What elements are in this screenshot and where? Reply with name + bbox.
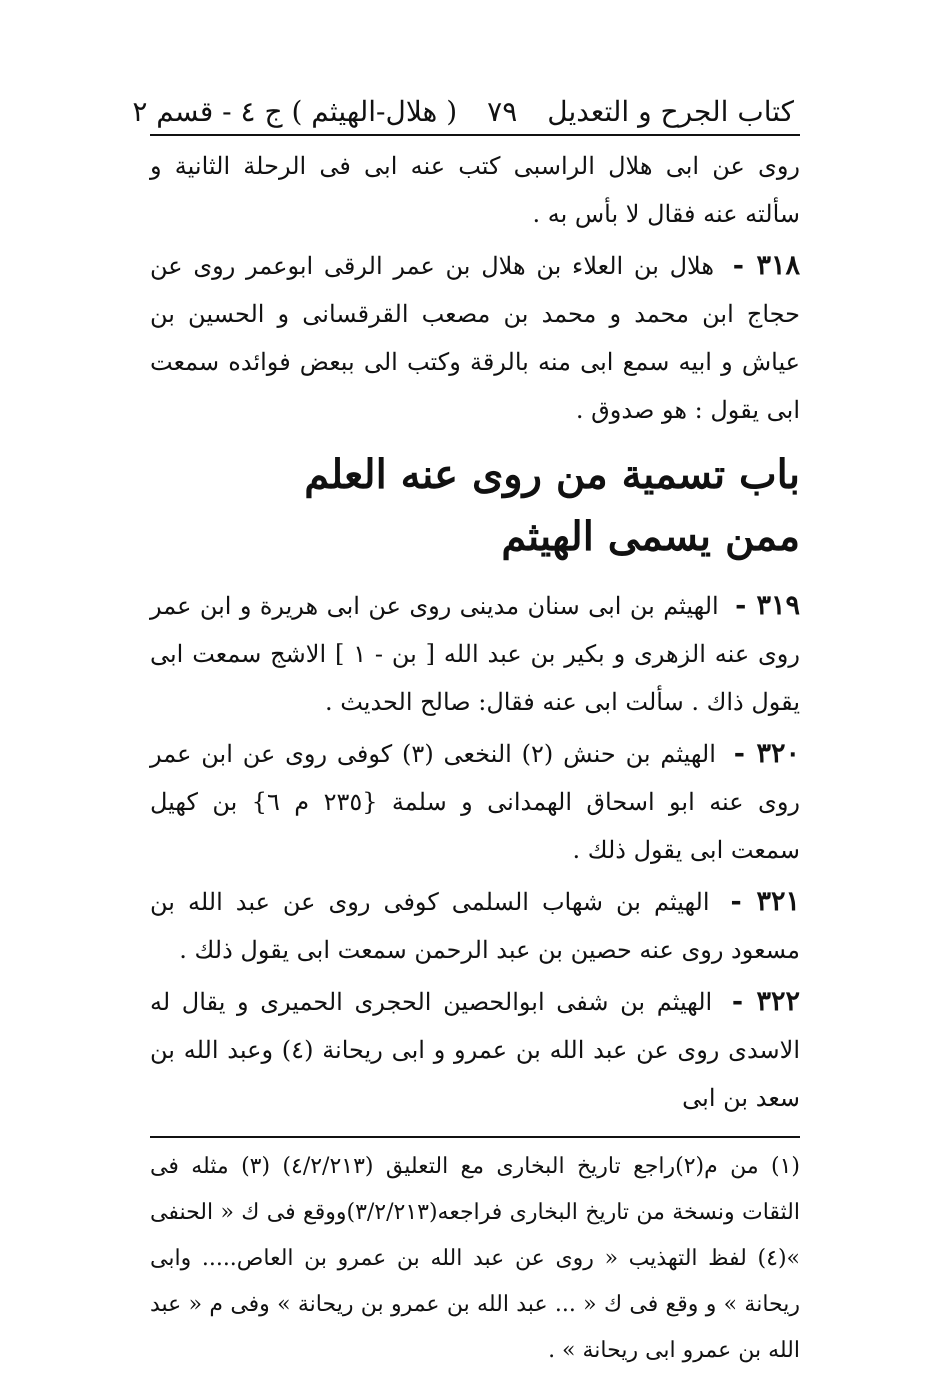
chapter-heading-line2: ممن يسمى الهيثم [501,513,800,560]
entry-number: ٣٢١ - [730,886,800,917]
page-number: ٧٩ [487,95,518,128]
entry-321 [150,878,800,974]
entry-318 [150,242,800,434]
footnote-rule [150,1136,800,1138]
continuation-paragraph [150,142,800,238]
entry-text: الهيثم بن حنش (٢) النخعى (٣) كوفى روى عن ابن عمر روى عنه ابو اسحاق الهمدانى و سلمة {٢٣٥ م ٦} بن كهيل سمعت ابى يقول ذلك . [150,740,801,864]
entry-322 [150,978,800,1122]
entry-text: الهيثم بن ابى سنان مدينى روى عن ابى هريرة و ابن عمر روى عنه الزهرى و بكير بن عبد الله [ بن - ١ ] الاشج سمعت ابى يقول ذاك . سألت ابى عنه فقال: صالح الحديث . [150,592,800,716]
entry-text: هلال بن العلاء بن هلال بن عمر الرقى ابوعمر روى عن حجاج ابن محمد و محمد بن مصعب القرقسانى و الحسين بن عياش و ابيه سمع ابى منه بالرقة وكتب الى ببعض فوائده سمعت ابى يقول : هو صدوق . [150,252,800,424]
paragraph-text: روى عن ابى هلال الراسبى كتب عنه ابى فى الرحلة الثانية و سألته عنه فقال لا بأس به . [150,152,800,228]
running-header [132,80,800,128]
chapter-heading [150,444,800,568]
entry-text: الهيثم بن شفى ابوالحصين الحجرى الحميرى و يقال له الاسدى روى عن عبد الله بن عمرو و ابى ريحانة (٤) وعبد الله بن سعد بن ابى [150,988,801,1112]
entry-number: ٣٢٠ - [733,738,801,769]
section-range: ( هلال-الهيثم ) ج ٤ - قسم ٢ [132,95,458,128]
book-title: كتاب الجرح و التعديل [547,95,794,128]
entry-320 [150,730,800,874]
header-rule [150,134,800,136]
chapter-heading-line1: باب تسمية من روى عنه العلم [304,451,800,498]
entry-319 [150,582,800,726]
main-text [150,142,800,1122]
book-page [132,80,801,1374]
entry-number: ٣١٨ - [732,250,800,281]
entry-number: ٣١٩ - [735,590,800,621]
entry-text: الهيثم بن شهاب السلمى كوفى روى عن عبد الله بن مسعود روى عنه حصين بن عبد الرحمن سمعت ابى يقول ذلك . [150,888,800,964]
entry-number: ٣٢٢ - [731,986,800,1017]
footnotes: (١) من م(٢)راجع تاريخ البخارى مع التعليق (٤/٢/٢١٣) (٣) مثله فى الثقات ونسخة من تاريخ البخارى فراجعه(٣/٢/٢١٣)ووقع فى ك « الحنفى »(٤) لفظ التهذيب « روى عن عبد الله بن عمرو بن العاص..... وابى ريحانة » و وقع فى ك « ... عبد الله بن عمرو بن ريحانة » وفى م « عبد الله بن عمرو ابى ريحانة » . [150,1154,800,1363]
